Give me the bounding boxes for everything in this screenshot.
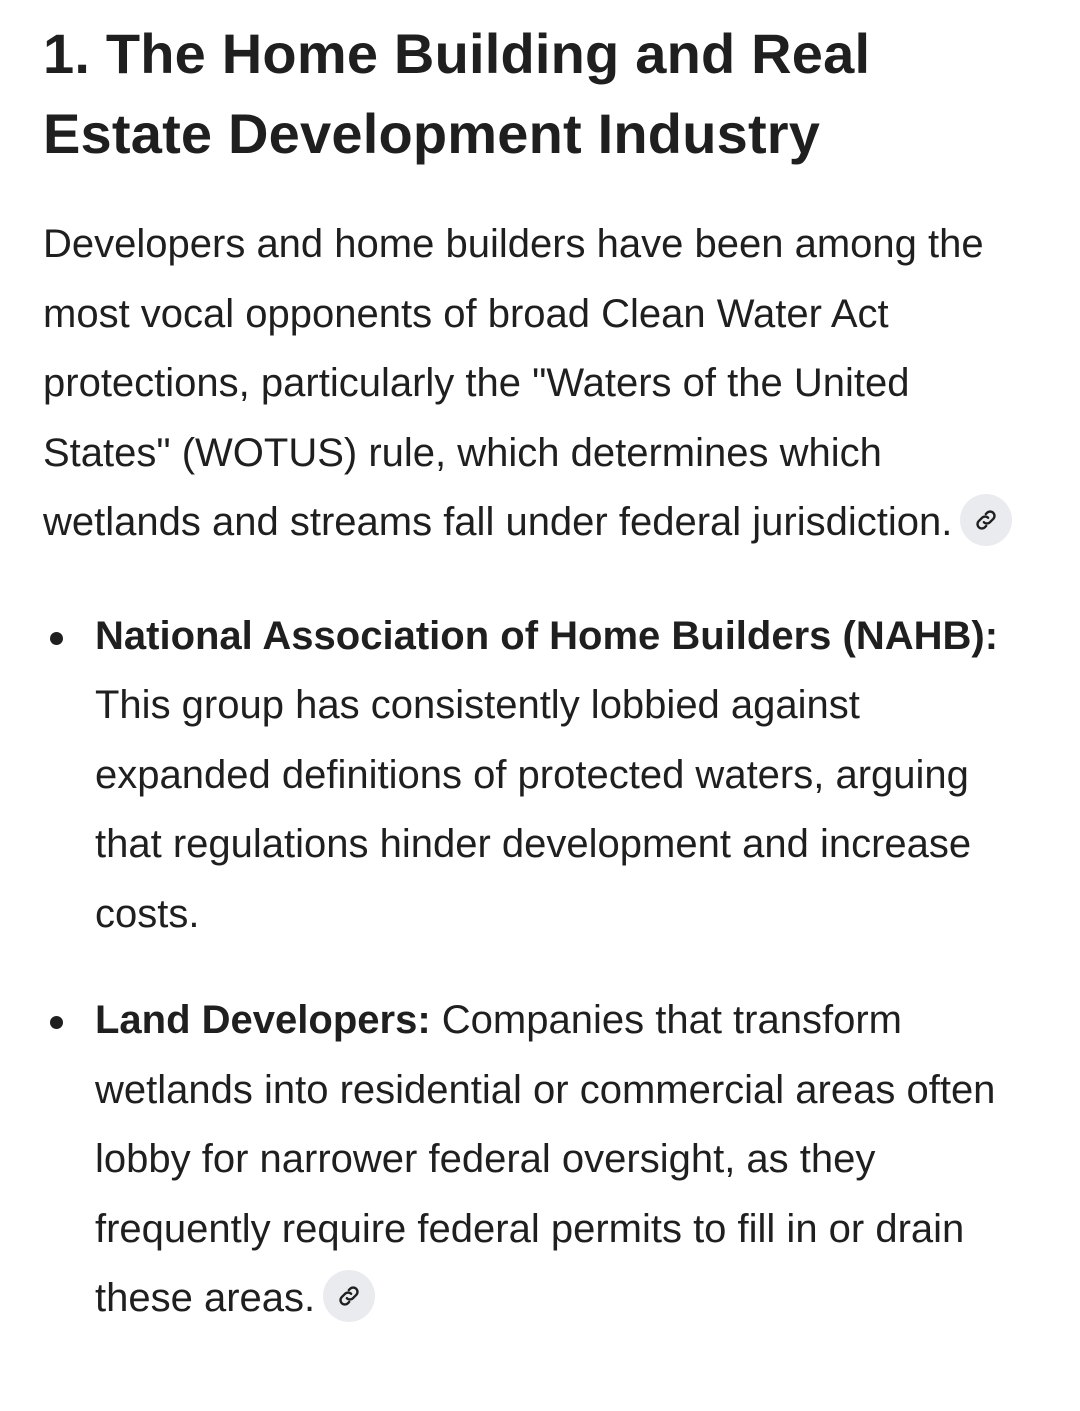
list-item <box>43 986 1043 1334</box>
bullet-list <box>43 602 1043 1334</box>
list-item-label: National Association of Home Builders (NAHB): <box>95 613 999 658</box>
bullet-dot <box>50 1016 63 1029</box>
citation-link-button[interactable] <box>323 1270 375 1322</box>
list-item <box>43 602 1043 950</box>
intro-paragraph <box>43 210 1043 558</box>
citation-link-button[interactable] <box>960 494 1012 546</box>
link-icon <box>336 1283 362 1309</box>
section-heading: 1. The Home Building and Real Estate Development Industry <box>43 22 871 165</box>
list-item-text: This group has consistently lobbied against expanded definitions of protected waters, arguing that regulations hinder development and increase costs. <box>95 683 972 936</box>
link-icon <box>973 507 999 533</box>
list-item-label: Land Developers: <box>95 998 431 1042</box>
response-content <box>43 0 1043 1371</box>
bullet-dot <box>50 632 63 645</box>
list-item-text: Companies that transform wetlands into residential or commercial areas often lobby for narrower federal oversight, as they frequently require federal permits to fill in or drain these areas. <box>95 998 996 1320</box>
intro-text: Developers and home builders have been among the most vocal opponents of broad Clean Water Act protections, particularly the "Waters of the United States" (WOTUS) rule, which determines which wetlands and streams fall under federal jurisdiction. <box>43 222 984 544</box>
